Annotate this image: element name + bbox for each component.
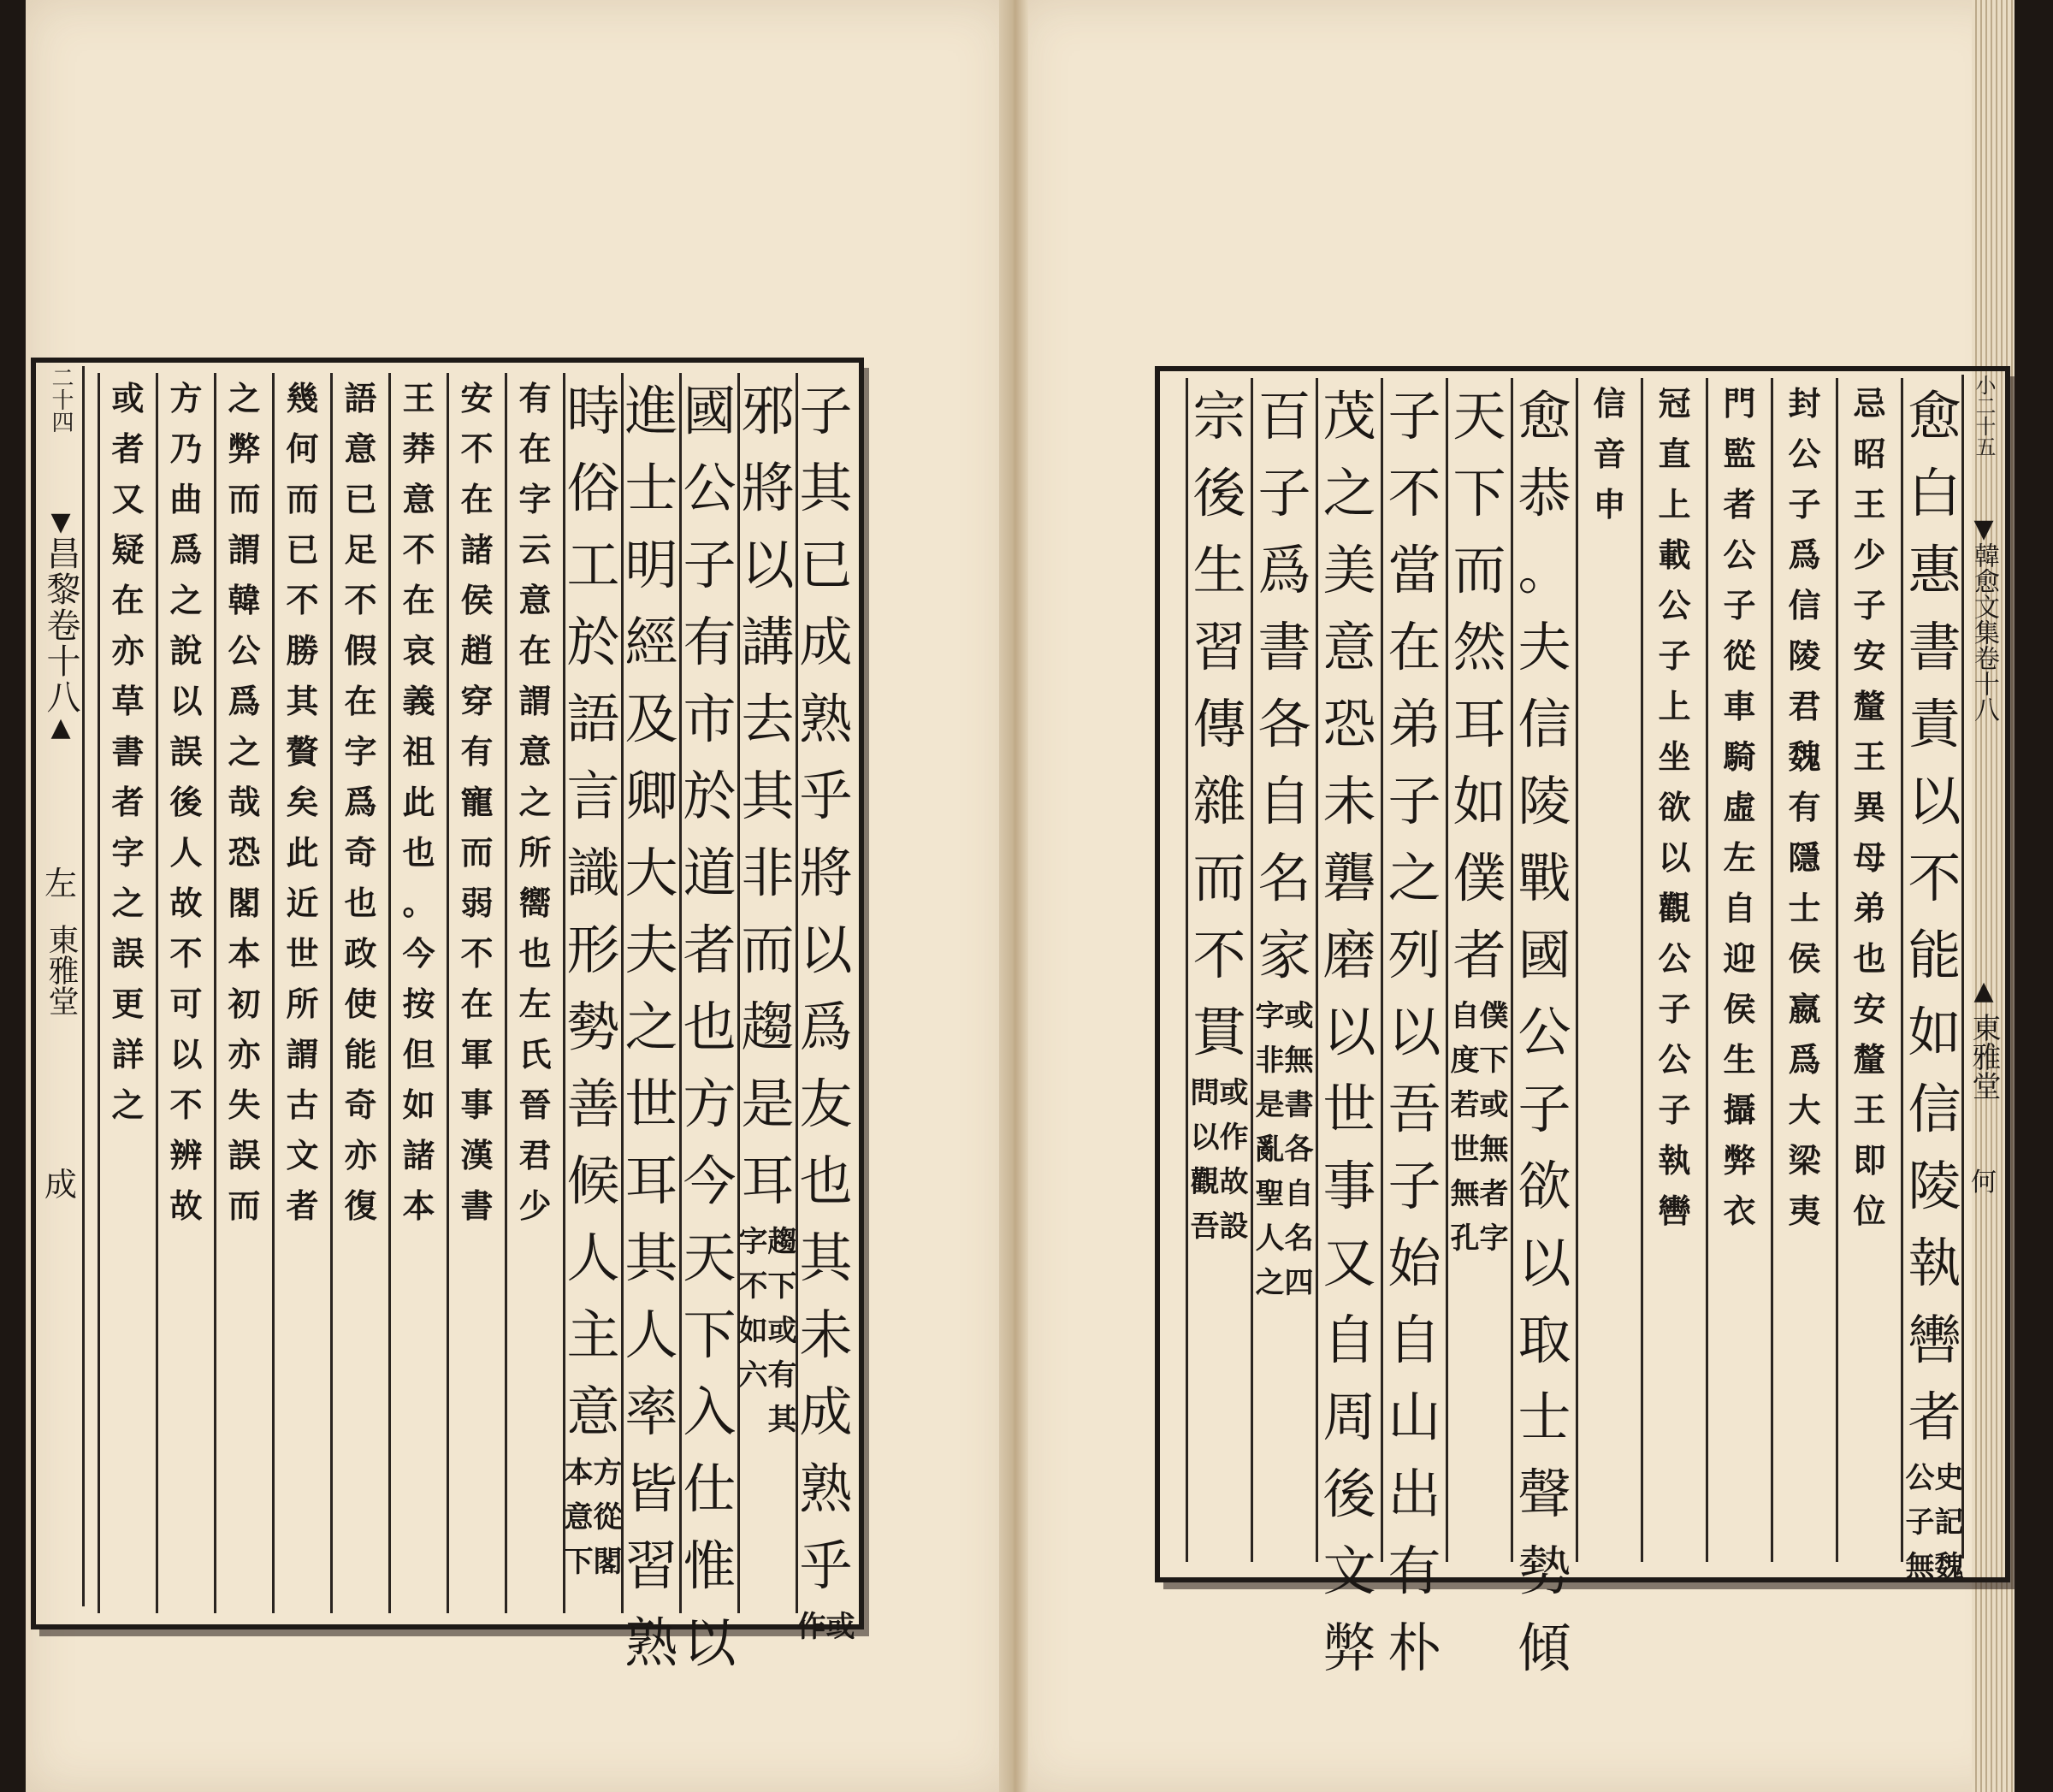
left-text-column [330, 373, 388, 1613]
right-column-text: 愈 恭 。 夫 信 陵 戰 國 公 子 欲 以 取 士 聲 勢 傾 [1518, 385, 1571, 1679]
left-text-column [796, 373, 855, 1644]
left-hall-name: 東雅堂 [44, 924, 79, 1016]
right-book-title: 韓愈文集卷十八 [1969, 542, 1999, 722]
left-column-text: 進 士 明 經 及 卿 大 夫 之 世 耳 其 人 率 皆 習 熟 [624, 380, 678, 1674]
fish-tail-mark-4: ▲ [1973, 976, 1994, 1006]
right-text-column [1446, 378, 1511, 1562]
left-text-column [98, 373, 156, 1613]
right-text-column [1186, 378, 1251, 1562]
left-column-text: 王 莽 意 不 在 哀 義 祖 此 也 。 今 按 但 如 諸 本 [402, 379, 435, 1225]
left-column-text: 國 公 子 有 市 於 道 者 也 方 今 天 下 入 仕 惟 以 [683, 380, 737, 1674]
left-margin-label [39, 366, 85, 1606]
right-text-column [1576, 378, 1641, 1562]
right-interlinear-note: 或 問 作 以 故 觀 設 吾 [1190, 1076, 1249, 1244]
right-column-text: 宗 後 生 習 傳 雜 而 不 貫 [1192, 385, 1246, 1063]
left-text-block [31, 358, 864, 1674]
right-column-text: 忌 昭 王 少 子 安 釐 王 異 母 弟 也 安 釐 王 即 位 [1853, 384, 1886, 1230]
left-text-column [563, 373, 621, 1613]
left-text-column [737, 373, 796, 1613]
left-interlinear-note: 或 作 [796, 1610, 855, 1644]
right-text-column [1316, 378, 1381, 1679]
left-text-column [156, 373, 214, 1613]
fish-tail-mark-3: ▼ [1973, 514, 1994, 544]
right-bottom-char: 何 [1971, 1168, 1997, 1198]
left-text-column [447, 373, 505, 1613]
left-interlinear-note: 趨 字 下 不 或 如 有 六 其 [738, 1225, 797, 1437]
right-text-column [1381, 378, 1446, 1679]
right-columns [1182, 378, 1966, 1679]
left-column-text: 或 者 又 疑 在 亦 草 書 者 字 之 誤 更 詳 之 [111, 379, 145, 1124]
left-book-title: 昌黎卷十八 [41, 535, 80, 715]
right-folio-number: 小二十五 [1972, 375, 1996, 457]
left-folio-char: 左 [44, 865, 77, 902]
left-interlinear-note: 方 本 從 意 閣 下 [564, 1456, 623, 1579]
right-hall-name: 東雅堂 [1967, 1013, 2001, 1100]
right-text-column [1771, 378, 1836, 1562]
left-column-text: 方 乃 曲 爲 之 說 以 誤 後 人 故 不 可 以 不 辨 故 [169, 379, 203, 1225]
right-column-text: 茂 之 美 意 恐 未 礱 磨 以 世 事 又 自 周 後 文 弊 [1322, 385, 1376, 1679]
left-column-text: 有 在 字 云 意 在 謂 意 之 所 嚮 也 左 氏 晉 君 少 [518, 379, 552, 1225]
left-column-text: 語 意 已 足 不 假 在 字 爲 奇 也 政 使 能 奇 亦 復 [344, 379, 377, 1225]
left-text-column [214, 373, 272, 1613]
left-text-column [388, 373, 447, 1613]
right-interlinear-note: 僕 自 下 度 或 若 無 世 者 無 字 孔 [1450, 999, 1509, 1256]
right-text-column [1251, 378, 1316, 1562]
book-gutter [999, 0, 1028, 1792]
left-column-text: 邪 將 以 講 去 其 非 而 趨 是 耳 [741, 380, 795, 1212]
right-column-text: 冠 直 上 載 公 子 上 坐 欲 以 觀 公 子 公 子 執 轡 [1658, 384, 1691, 1230]
right-column-text: 天 下 而 然 耳 如 僕 者 [1452, 385, 1506, 986]
left-text-column [679, 373, 737, 1674]
fish-tail-mark: ▼ [50, 507, 71, 537]
right-text-column [1706, 378, 1771, 1562]
right-interlinear-note: 史 公 記 子 魏 無 [1905, 1461, 1964, 1584]
left-column-text: 子 其 已 成 熟 乎 將 以 爲 友 也 其 未 成 熟 乎 [799, 380, 853, 1597]
right-interlinear-note: 或 字 無 非 書 是 各 亂 自 聖 名 人 四 之 [1255, 999, 1314, 1300]
left-columns [87, 373, 855, 1674]
right-column-text: 百 子 爲 書 各 自 名 家 [1257, 385, 1311, 986]
left-bottom-char: 成 [44, 1166, 77, 1204]
right-text-column [1836, 378, 1901, 1562]
left-text-column [272, 373, 330, 1613]
left-folio-number: 二十四 [48, 366, 74, 433]
left-text-column [505, 373, 563, 1613]
right-column-text: 子 不 當 在 弟 子 之 列 以 吾 子 始 自 山 出 有 朴 [1387, 385, 1441, 1679]
right-column-text: 門 監 者 公 子 從 車 騎 虛 左 自 迎 侯 生 攝 弊 衣 [1723, 384, 1756, 1230]
right-margin-label [1961, 375, 2003, 1558]
left-text-column [621, 373, 679, 1674]
left-column-text: 幾 何 而 已 不 勝 其 贅 矣 此 近 世 所 謂 古 文 者 [286, 379, 319, 1225]
right-column-text: 愈 白 惠 書 責 以 不 能 如 信 陵 執 轡 者 [1908, 385, 1961, 1448]
right-text-column [1901, 378, 1966, 1584]
right-text-block [1155, 366, 2010, 1679]
right-text-column [1511, 378, 1576, 1679]
left-column-text: 之 弊 而 謂 韓 公 爲 之 哉 恐 閣 本 初 亦 失 誤 而 [228, 379, 261, 1225]
fish-tail-mark-2: ▲ [50, 713, 71, 742]
left-column-text: 時 俗 工 於 語 言 識 形 勢 善 候 人 主 意 [566, 380, 620, 1443]
right-column-text: 封 公 子 爲 信 陵 君 魏 有 隱 士 侯 嬴 爲 大 梁 夷 [1788, 384, 1821, 1230]
right-text-column [1641, 378, 1706, 1562]
left-column-text: 安 不 在 諸 侯 趙 穿 有 寵 而 弱 不 在 軍 事 漢 書 [460, 379, 494, 1225]
right-column-text: 信 音 申 [1593, 384, 1626, 523]
